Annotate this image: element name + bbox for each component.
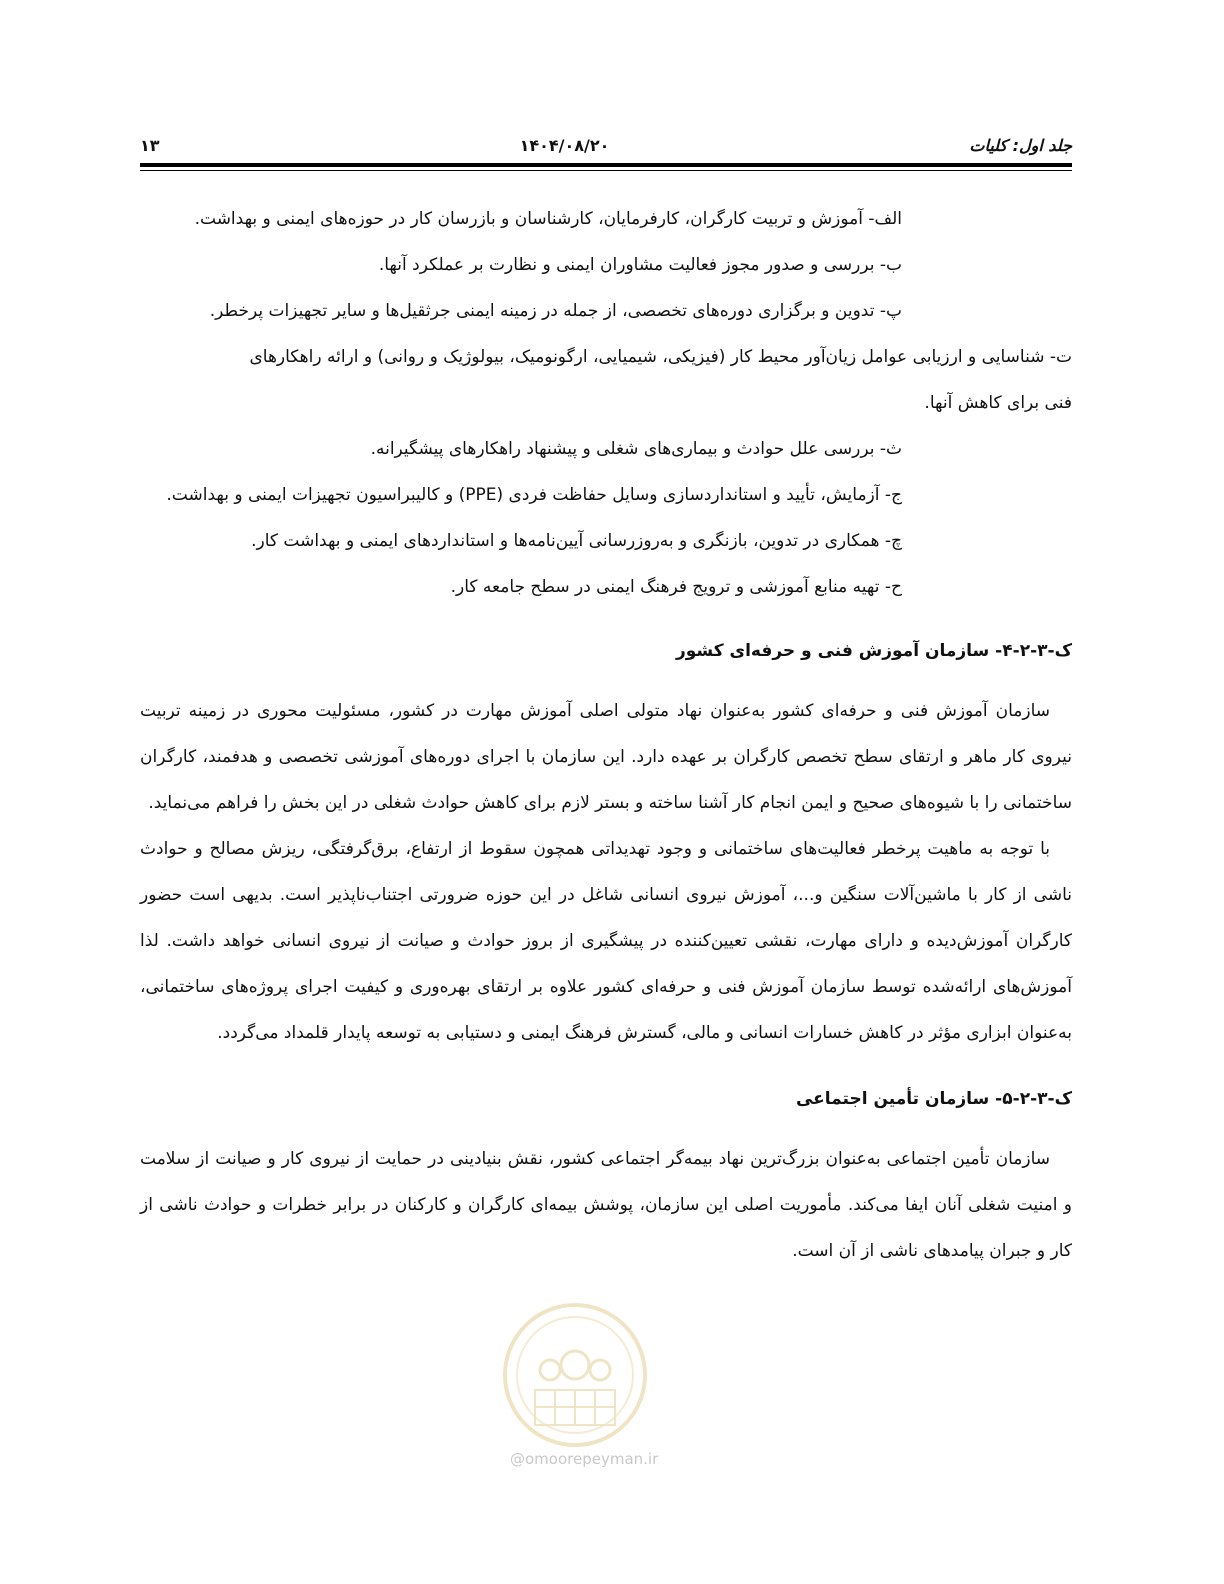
paragraph: سازمان تأمین اجتماعی به‌عنوان بزرگ‌ترین نهاد بیمه‌گر اجتماعی کشور، نقش بنیادینی در حمایت از نیروی کار و صیانت از سلامت و امنیت شغلی آنان ایفا می‌کند. مأموریت اصلی این سازمان، پوشش بیمه‌ای کارگران و کارکنان در برابر خطرات و حوادث ناشی از کار و جبران پیامدهای ناشی از آن است. <box>140 1149 1072 1261</box>
list-item: ج- آزمایش، تأیید و استانداردسازی وسایل حفاظت فردی (PPE) و کالیبراسیون تجهیزات ایمنی و بهداشت. <box>166 485 902 505</box>
list-item: ت- شناسایی و ارزیابی عوامل زیان‌آور محیط کار (فیزیکی، شیمیایی، ارگونومیک، بیولوژیک و روانی) و ارائه راهکارهای <box>249 347 1072 367</box>
list-item: الف- آموزش و تربیت کارگران، کارفرمایان، کارشناسان و بازرسان کار در حوزه‌های ایمنی و بهداشت. <box>194 209 902 229</box>
list-item: ح- تهیه منابع آموزشی و ترویج فرهنگ ایمنی در سطح جامعه کار. <box>450 577 902 597</box>
page-header <box>140 130 1072 160</box>
list-item: ث- بررسی علل حوادث و بیماری‌های شغلی و پیشنهاد راهکارهای پیشگیرانه. <box>370 439 902 459</box>
list-item: چ- همکاری در تدوین، بازنگری و به‌روزرسانی آیین‌نامه‌ها و استانداردهای ایمنی و بهداشت کار. <box>251 531 902 551</box>
header-rule-thin <box>140 170 1072 171</box>
list-item-continuation: فنی برای کاهش آنها. <box>924 393 1072 413</box>
paragraph: سازمان آموزش فنی و حرفه‌ای کشور به‌عنوان نهاد متولی اصلی آموزش مهارت در کشور، مسئولیت محوری در زمینه تربیت نیروی کار ماهر و ارتقای سطح تخصص کارگران بر عهده دارد. این سازمان با اجرای دوره‌های آموزشی تخصصی و هدفمند، کارگران ساختمانی را با شیوه‌های صحیح و ایمن انجام کار آشنا ساخته و بستر لازم برای کاهش حوادث شغلی در این بخش را فراهم می‌نماید. <box>140 701 1072 813</box>
section-heading: ک-۳-۲-۵- سازمان تأمین اجتماعی <box>795 1089 1072 1109</box>
list-item: پ- تدوین و برگزاری دوره‌های تخصصی، از جمله در زمینه ایمنی جرثقیل‌ها و سایر تجهیزات پرخطر. <box>209 301 902 321</box>
paragraph: با توجه به ماهیت پرخطر فعالیت‌های ساختمانی و وجود تهدیداتی همچون سقوط از ارتفاع، برق‌گرفتگی، ریزش مصالح و حوادث ناشی از کار با ماشین‌آلات سنگین و...، آموزش نیروی انسانی شاغل در این حوزه ضرورتی اجتناب‌ناپذیر است. بدیهی است حضور کارگران آموزش‌دیده و دارای مهارت، نقشی تعیین‌کننده در پیشگیری از بروز حوادث و صیانت از نیروی انسانی خواهد داشت. لذا آموزش‌های ارائه‌شده توسط سازمان آموزش فنی و حرفه‌ای کشور علاوه بر ارتقای بهره‌وری و کیفیت اجرای پروژه‌های ساختمانی، به‌عنوان ابزاری مؤثر در کاهش خسارات انسانی و مالی، گسترش فرهنگ ایمنی و دستیابی به توسعه پایدار قلمداد می‌گردد. <box>140 839 1072 1043</box>
header-rule-thick <box>140 163 1072 167</box>
duties-list <box>140 196 1072 610</box>
watermark-logo <box>500 1300 650 1450</box>
volume-title: جلد اول: کلیات <box>969 135 1072 155</box>
list-item: ب- بررسی و صدور مجوز فعالیت مشاوران ایمنی و نظارت بر عملکرد آنها. <box>378 255 902 275</box>
page-number: ۱۳ <box>140 135 160 155</box>
header-date: ۱۴۰۴/۰۸/۲۰ <box>519 135 610 155</box>
section-heading: ک-۳-۲-۴- سازمان آموزش فنی و حرفه‌ای کشور <box>675 641 1072 661</box>
watermark-text: @omoorepeyman.ir <box>510 1450 659 1468</box>
page-content <box>140 196 1072 1274</box>
